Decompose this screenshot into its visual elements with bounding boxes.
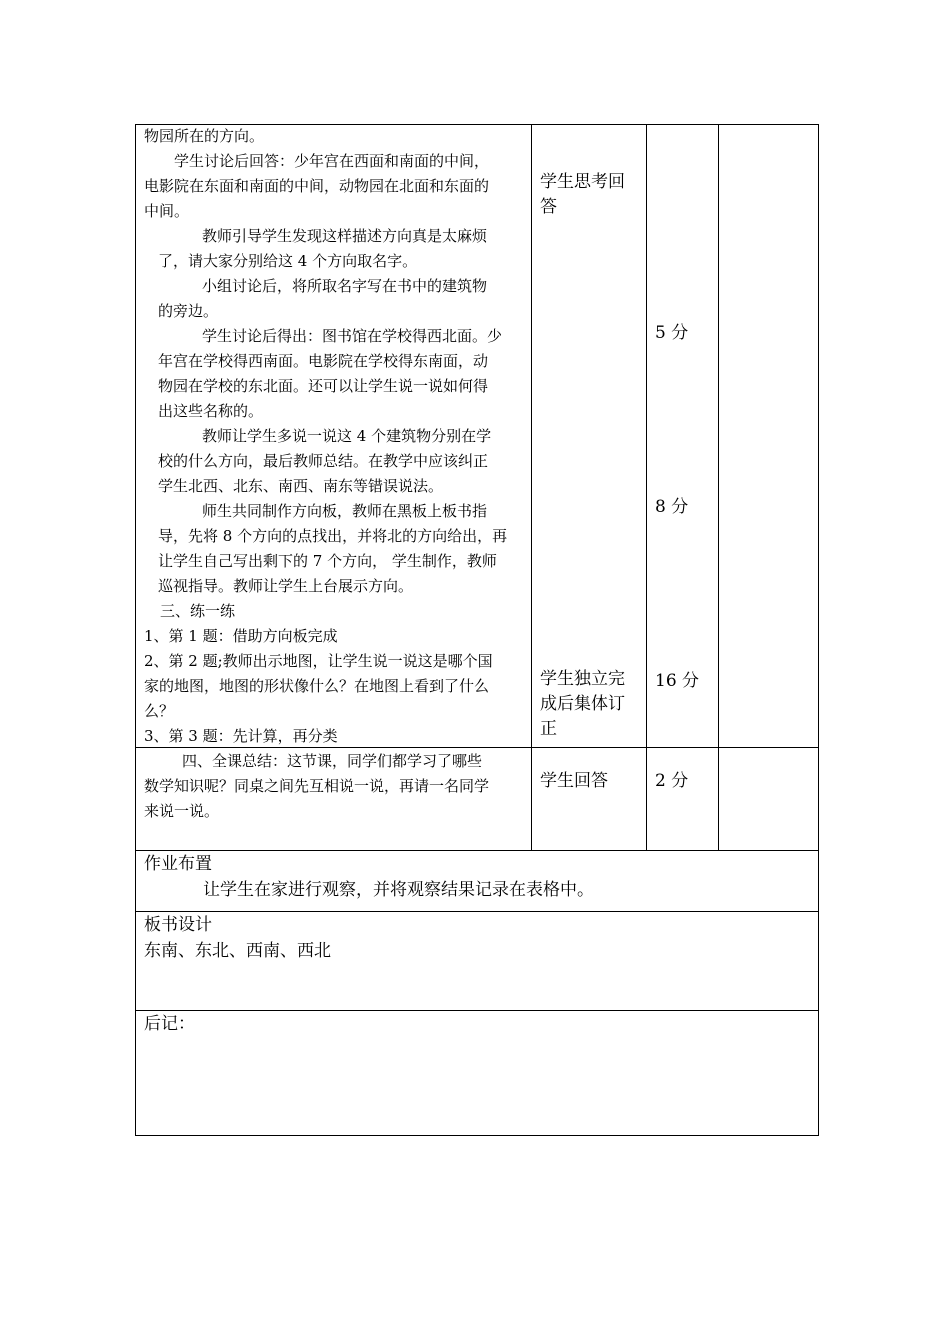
board-title: 板书设计 bbox=[144, 915, 212, 935]
summary-line: 四、全课总结：这节课，同学们都学习了哪些 bbox=[182, 752, 483, 770]
row-divider-3 bbox=[135, 911, 819, 912]
activity-line: 成后集体订 bbox=[540, 694, 625, 714]
time-cell-2: 8 分 bbox=[655, 497, 689, 517]
activity-line: 正 bbox=[540, 719, 557, 739]
activity-line: 学生独立完 bbox=[540, 669, 625, 689]
content-line: 校的什么方向，最后教师总结。在教学中应该纠正 bbox=[158, 452, 489, 470]
content-line: 教师让学生多说一说这 4 个建筑物分别在学 bbox=[202, 427, 492, 445]
summary-content bbox=[144, 749, 528, 824]
section-heading: 三、练一练 bbox=[160, 602, 236, 620]
content-line: 物园所在的方向。 bbox=[144, 127, 265, 145]
activity-line: 答 bbox=[540, 197, 557, 217]
content-line: 导，先将 8 个方向的点找出，并将北的方向给出，再 bbox=[158, 527, 508, 545]
content-line: 1、第 1 题：借助方向板完成 bbox=[144, 627, 338, 645]
notes-title: 后记： bbox=[144, 1014, 195, 1034]
main-content bbox=[144, 124, 528, 749]
time-cell-1: 5 分 bbox=[655, 323, 689, 343]
content-line: 的旁边。 bbox=[158, 302, 219, 320]
content-line: 年宫在学校得西南面。电影院在学校得东南面，动 bbox=[158, 352, 489, 370]
table-right-border bbox=[818, 124, 819, 1136]
homework-text: 让学生在家进行观察，并将观察结果记录在表格中。 bbox=[203, 880, 594, 900]
activity-line: 学生思考回 bbox=[540, 172, 625, 192]
content-line: 让学生自己写出剩下的 7 个方向， 学生制作，教师 bbox=[158, 552, 497, 570]
summary-time: 2 分 bbox=[655, 771, 689, 791]
content-line: 巡视指导。教师让学生上台展示方向。 bbox=[158, 577, 414, 595]
content-line: 小组讨论后，将所取名字写在书中的建筑物 bbox=[202, 277, 488, 295]
col-divider-3 bbox=[718, 124, 719, 851]
summary-line: 来说一说。 bbox=[144, 802, 220, 820]
summary-line: 数学知识呢？同桌之间先互相说一说，再请一名同学 bbox=[144, 777, 490, 795]
activity-cell-2 bbox=[540, 667, 644, 742]
content-line: 出这些名称的。 bbox=[158, 402, 264, 420]
summary-activity: 学生回答 bbox=[540, 771, 608, 791]
content-line: 了，请大家分别给这 4 个方向取名字。 bbox=[158, 252, 418, 270]
content-line: 学生讨论后得出：图书馆在学校得西北面。少 bbox=[202, 327, 503, 345]
content-line: 学生北西、北东、南西、南东等错误说法。 bbox=[158, 477, 444, 495]
content-line: 中间。 bbox=[144, 202, 190, 220]
content-line: 学生讨论后回答：少年宫在西面和南面的中间， bbox=[174, 152, 490, 170]
time-cell-3: 16 分 bbox=[655, 671, 700, 691]
content-line: 2、第 2 题;教师出示地图，让学生说一说这是哪个国 bbox=[144, 652, 493, 670]
homework-title: 作业布置 bbox=[144, 854, 212, 874]
col-divider-2 bbox=[646, 124, 647, 851]
content-line: 物园在学校的东北面。还可以让学生说一说如何得 bbox=[158, 377, 489, 395]
row-divider-2 bbox=[135, 850, 819, 851]
table-left-border bbox=[135, 124, 136, 1136]
content-line: 么？ bbox=[144, 702, 175, 720]
content-line: 教师引导学生发现这样描述方向真是太麻烦 bbox=[202, 227, 488, 245]
content-line: 家的地图，地图的形状像什么？在地图上看到了什么 bbox=[144, 677, 490, 695]
content-line: 师生共同制作方向板，教师在黑板上板书指 bbox=[202, 502, 488, 520]
row-divider-4 bbox=[135, 1010, 819, 1011]
board-text: 东南、东北、西南、西北 bbox=[144, 941, 331, 961]
content-line: 3、第 3 题：先计算，再分类 bbox=[144, 727, 338, 745]
activity-cell-1 bbox=[540, 170, 644, 220]
col-divider-1 bbox=[531, 124, 532, 851]
content-line: 电影院在东面和南面的中间，动物园在北面和东面的 bbox=[144, 177, 490, 195]
table-bottom-border bbox=[135, 1135, 819, 1136]
